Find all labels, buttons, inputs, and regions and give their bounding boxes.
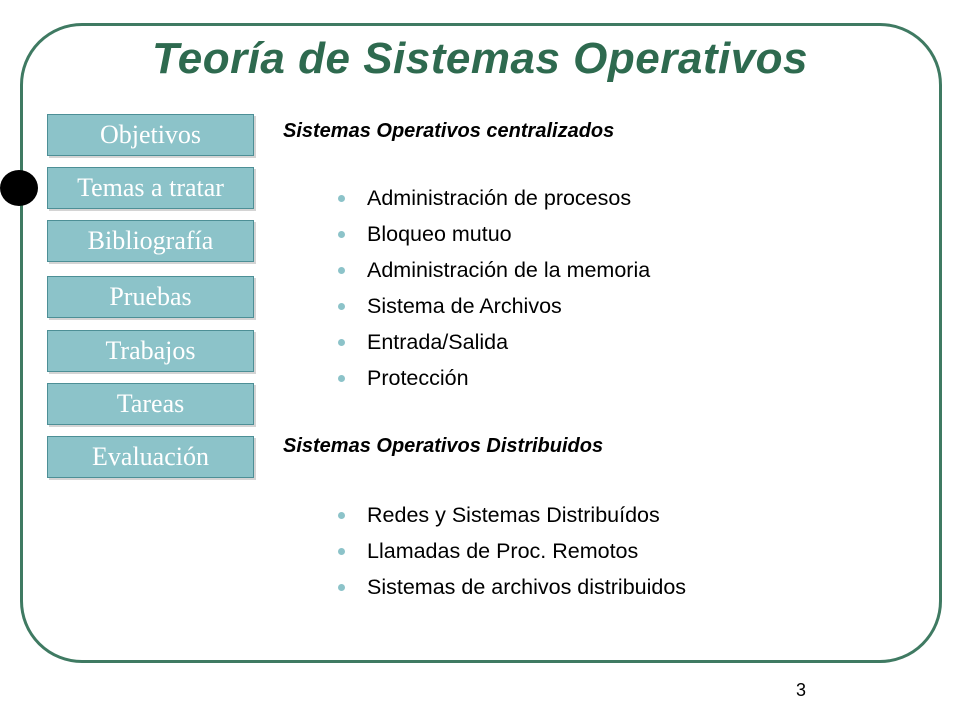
bullet-dot-icon (338, 584, 345, 591)
current-topic-marker (0, 170, 38, 206)
section-heading-centralizados: Sistemas Operativos centralizados (283, 120, 615, 142)
section-heading-distribuidos: Sistemas Operativos Distribuidos (283, 435, 604, 457)
bullet-dot-icon (338, 195, 345, 202)
nav-item-temas-a-tratar[interactable]: Temas a tratar (47, 167, 254, 209)
list-item: Administración de procesos (338, 180, 650, 216)
bullet-dot-icon (338, 231, 345, 238)
list-item: Administración de la memoria (338, 252, 650, 288)
list-item: Sistemas de archivos distribuidos (338, 569, 686, 605)
list-item: Protección (338, 360, 650, 396)
list-item: Bloqueo mutuo (338, 216, 650, 252)
bullet-dot-icon (338, 339, 345, 346)
page-number: 3 (796, 680, 807, 700)
list-item: Sistema de Archivos (338, 288, 650, 324)
nav-item-bibliografia[interactable]: Bibliografía (47, 220, 254, 262)
slide-title: Teoría de Sistemas Operativos (151, 34, 809, 83)
bullet-list-centralizados (338, 180, 650, 396)
nav-item-pruebas[interactable]: Pruebas (47, 276, 254, 318)
nav-item-objetivos[interactable]: Objetivos (47, 114, 254, 156)
bullet-dot-icon (338, 303, 345, 310)
nav-item-tareas[interactable]: Tareas (47, 383, 254, 425)
list-item: Entrada/Salida (338, 324, 650, 360)
bullet-dot-icon (338, 267, 345, 274)
list-item: Redes y Sistemas Distribuídos (338, 497, 686, 533)
bullet-dot-icon (338, 548, 345, 555)
bullet-dot-icon (338, 375, 345, 382)
nav-item-evaluacion[interactable]: Evaluación (47, 436, 254, 478)
bullet-list-distribuidos (338, 497, 686, 605)
bullet-dot-icon (338, 512, 345, 519)
list-item: Llamadas de Proc. Remotos (338, 533, 686, 569)
nav-item-trabajos[interactable]: Trabajos (47, 330, 254, 372)
